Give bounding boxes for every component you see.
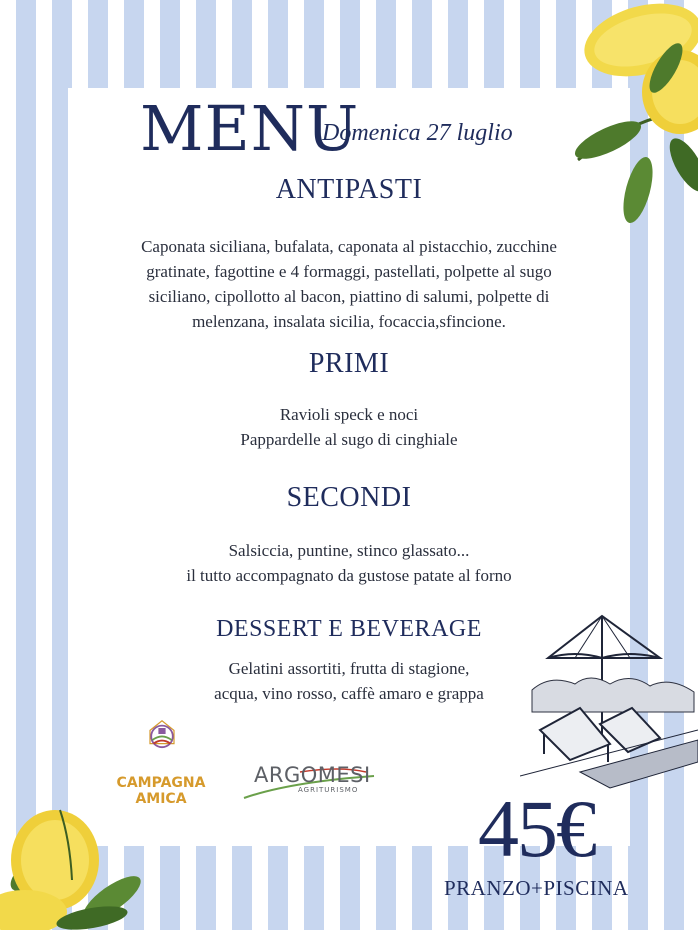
lemon-branch-icon (0, 800, 160, 930)
section-body-antipasti (90, 234, 608, 334)
menu-line: Salsiccia, puntine, stinco glassato... (228, 541, 470, 560)
menu-line: Ravioli speck e noci (279, 405, 419, 424)
price-amount: 45€ (478, 783, 595, 874)
logo-text: AMICA (135, 791, 187, 807)
argomesi-logo: ARGOMESI (254, 763, 371, 787)
menu-line: Pappardelle al sugo di cinghiale (240, 430, 458, 449)
price-label: PRANZO+PISCINA (444, 876, 629, 900)
menu-line: acqua, vino rosso, caffè amaro e grappa (214, 684, 484, 703)
section-body-secondi (90, 538, 608, 588)
beach-umbrella-loungers-icon (520, 612, 698, 792)
section-heading-antipasti: ANTIPASTI (275, 174, 423, 205)
section-body-primi (90, 402, 608, 452)
section-heading-secondi: SECONDI (286, 482, 412, 513)
section-heading-dessert: DESSERT E BEVERAGE (216, 616, 482, 642)
argomesi-subtitle: AGRITURISMO (298, 786, 359, 794)
menu-line: Gelatini assortiti, frutta di stagione, (228, 659, 470, 678)
campagna-amica-logo-icon (112, 716, 212, 776)
menu-date: Domenica 27 luglio (322, 120, 513, 146)
menu-line: melenzana, insalata sicilia, focaccia,sfincione. (192, 312, 506, 331)
logo-text: CAMPAGNA (116, 775, 206, 791)
menu-line: gratinate, fagottine e 4 formaggi, pastellati, polpette al sugo (146, 262, 552, 281)
menu-line: siciliano, cipollotto al bacon, piattino di salumi, polpette di (148, 287, 550, 306)
menu-line: Caponata siciliana, bufalata, caponata al pistacchio, zucchine (141, 237, 557, 256)
section-heading-primi: PRIMI (308, 348, 390, 379)
campagna-amica-logo (112, 775, 210, 807)
menu-title: MENU (140, 92, 360, 165)
menu-line: il tutto accompagnato da gustose patate al forno (186, 566, 512, 585)
